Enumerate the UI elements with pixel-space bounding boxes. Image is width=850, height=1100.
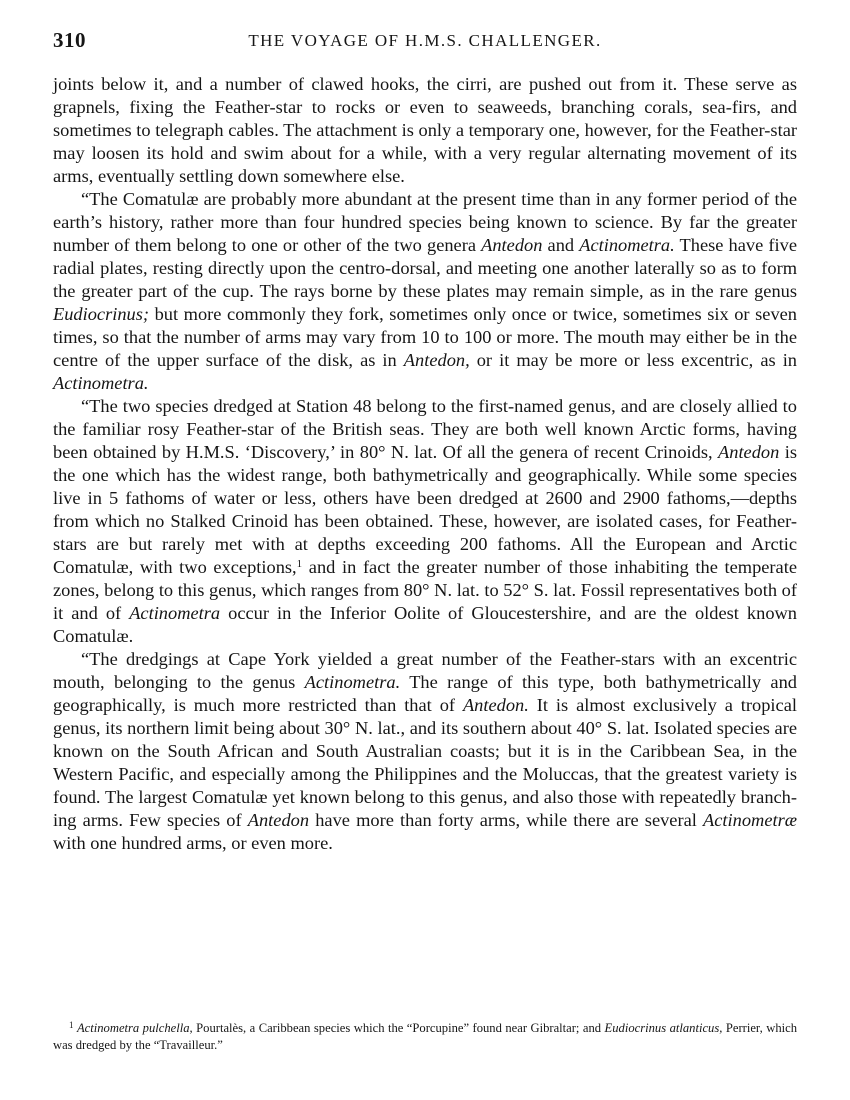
text-run: It is almost exclusively a tropical genus, its northern limit being about 30° N. lat., and its southern about 40° S. lat. Isolated species are known on the South African and South Australian coasts; but it is in the Caribbean Sea, in the Western Pacific, and especially among the Philippines and the Moluccas, that the greatest variety is found. The largest Comatulæ yet known belong to this genus, and also those with repeatedly branching arms. Few species of bbox=[53, 695, 797, 830]
footnote-marker: 1 bbox=[69, 1020, 74, 1030]
text-run: and bbox=[542, 235, 580, 255]
text-run: is the one which has the widest range, both bathymetrically and geographically. While some species live in 5 fathoms of water or less, others have been dredged at 2600 and 2900 fathoms,—depths from which no Stalked Crinoid has been obtained. These, however, are isolated cases, for Feather-stars are but rarely met with at depths exceeding 200 fathoms. All the European and Arctic Comatulæ, with two exceptions, bbox=[53, 442, 797, 577]
text-run: or it may be more or less excentric, as in bbox=[469, 350, 797, 370]
italic-term: Eudiocrinus atlanticus, bbox=[604, 1021, 723, 1035]
text-run: with one hundred arms, or even more. bbox=[53, 833, 333, 853]
italic-term: Antedon, bbox=[403, 350, 470, 370]
italic-term: Actinometra pulchella, bbox=[76, 1021, 193, 1035]
text-run: Pourtalès, a Caribbean species which the “Porcupine” found near Gibraltar; and bbox=[192, 1021, 605, 1035]
paragraph bbox=[53, 188, 797, 395]
paragraph bbox=[53, 395, 797, 648]
italic-term: Actinometra. bbox=[579, 235, 675, 255]
text-run: “The Comatulæ are probably more abundant at the present time than in any former period of the earth’s history, rather more than four hundred species being known to science. By far the greater number of them belong to one or other of the two genera bbox=[53, 189, 797, 255]
page-header bbox=[53, 28, 797, 52]
text-run: and in fact the greater number of those inhabiting the temperate zones, belong to this genus, which ranges from 80° N. lat. to 52° S. lat. Fossil representatives both of it and of bbox=[53, 557, 797, 623]
text-run: Perrier, which was dredged by the “Travailleur.” bbox=[53, 1021, 798, 1052]
text-run: These have five radial plates, resting directly upon the centro-dorsal, and meeting one another laterally so as to form the greater part of the cup. The rays borne by these plates may remain simple, as in the rare genus bbox=[53, 235, 797, 301]
text-run: “The dredgings at Cape York yielded a great number of the Feather-stars with an excentric mouth, belonging to the genus bbox=[53, 649, 797, 692]
text-run: have more than forty arms, while there are several bbox=[309, 810, 704, 830]
italic-term: Actinometra bbox=[129, 603, 221, 623]
text-run: joints below it, and a number of clawed hooks, the cirri, are pushed out from it. These serve as grapnels, fixing the Feather-star to rocks or even to seaweeds, branching corals, sea-firs, and sometimes to telegraph cables. The attachment is only a temporary one, however, for the Feather-star may loosen its hold and swim about for a while, with a very regular alternating movement of its arms, eventually settling down somewhere else. bbox=[53, 74, 797, 186]
text-run: The range of this type, both bathymetrically and geographically, is much more restricted than that of bbox=[53, 672, 797, 715]
italic-term: Antedon. bbox=[462, 695, 529, 715]
paragraph bbox=[53, 73, 797, 188]
running-head: THE VOYAGE OF H.M.S. CHALLENGER. bbox=[248, 31, 602, 50]
text-run: but more commonly they fork, sometimes only once or twice, sometimes six or seven times, so that the number of arms may vary from 10 to 100 or more. The mouth may either be in the centre of the upper surface of the disk, as in bbox=[53, 304, 797, 370]
italic-term: Antedon bbox=[247, 810, 310, 830]
italic-term: Antedon bbox=[718, 442, 780, 462]
italic-term: Actinometra. bbox=[53, 373, 149, 393]
body-text bbox=[53, 73, 797, 855]
italic-term: Antedon bbox=[481, 235, 543, 255]
footnote bbox=[53, 1020, 797, 1054]
italic-term: Eudiocrinus; bbox=[53, 304, 150, 324]
italic-term: Actinometra. bbox=[304, 672, 401, 692]
paragraph bbox=[53, 648, 797, 855]
footnote-marker: 1 bbox=[296, 558, 303, 570]
text-run: “The two species dredged at Station 48 belong to the first-named genus, and are closely allied to the familiar rosy Feather-star of the British seas. They are both well known Arctic forms, having been obtained by H.M.S. ‘Discovery,’ in 80° N. lat. Of all the genera of recent Crinoids, bbox=[53, 396, 797, 462]
text-run: occur in the Inferior Oolite of Gloucestershire, and are the oldest known Comatulæ. bbox=[53, 603, 797, 646]
page-number: 310 bbox=[53, 28, 86, 52]
italic-term: Actinometræ bbox=[703, 810, 798, 830]
